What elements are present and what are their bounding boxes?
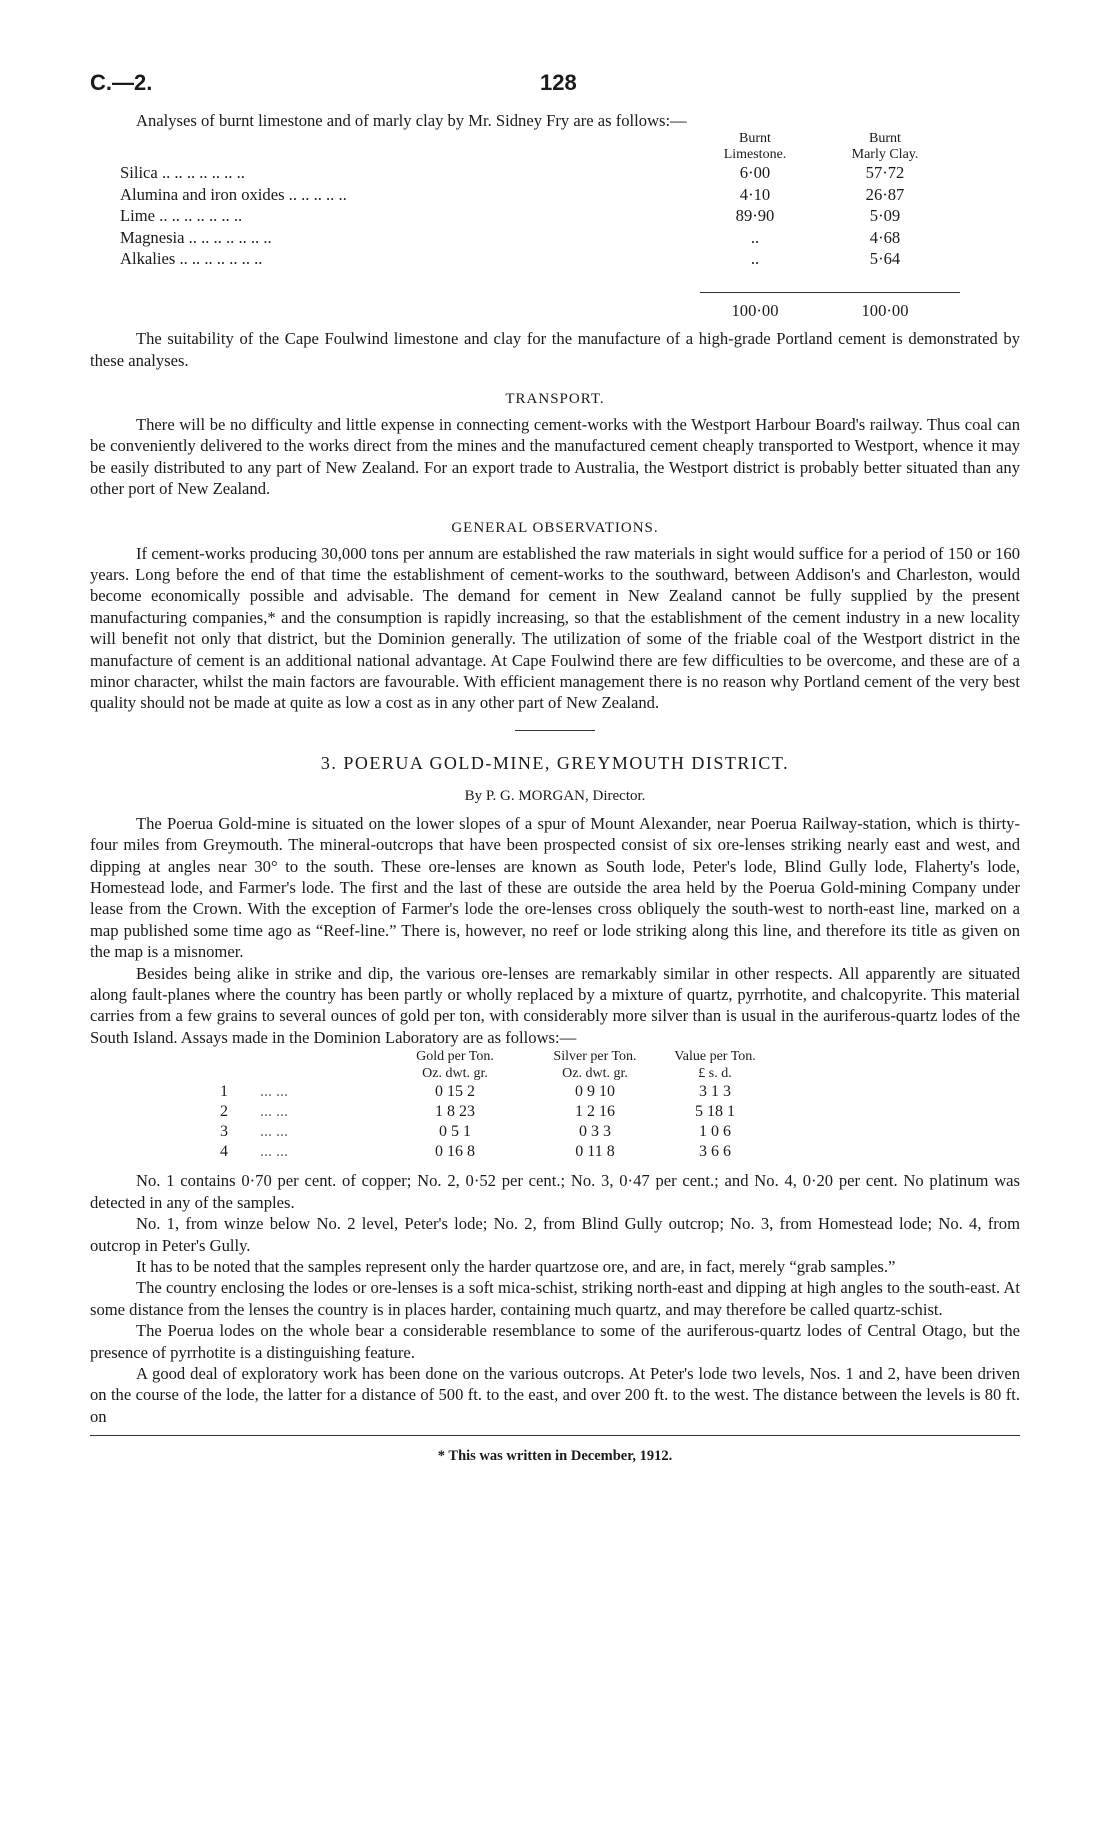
- total-row: [120, 270, 960, 292]
- general-observations-paragraph: If cement-works producing 30,000 tons per annum are established the raw materials in sight would suffice for a period of 150 or 160 years. Long before the end of that time the establishment of cement-works to the southward, between Addison's and Charleston, would become economically possible and advisable. The demand for cement in New Zealand cannot be fully supplied by the present manufacturing companies,* and the consumption is rapidly increasing, so that the establishment of the cement industry in a new locality will benefit not only that district, but the Dominion generally. The utilization of some of the friable coal of the Westport district in the manufacture of cement is an additional national advantage. At Cape Foulwind there are few difficulties to be overcome, and these are of a minor character, whilst the main factors are favourable. With efficient management there is no reason why Portland cement of the very best quality should not be made at quite as low a cost as in any other part of New Zealand.: [90, 543, 1020, 713]
- table-row: 2 ... ... 1 8 23 1 2 16 5 18 1: [220, 1103, 735, 1121]
- value-column-header: Value per Ton.: [674, 1048, 756, 1064]
- analyses-intro: Analyses of burnt limestone and of marly clay by Mr. Sidney Fry are as follows:—: [136, 111, 687, 130]
- assay-table: Gold per Ton. Silver per Ton. Value per Ton. Oz. dwt. gr. Oz. dwt. gr. £ s. d. 1 ... ... 0 15 2 0 9 10 3 1 3 2 ... ... 1 8 23 1 2 16 5 18 1 3 ... ... 0 5 1 0 3 3 1 0 6 4 ... ... 0 16 8 0 11 8 3 6 6: [220, 1048, 770, 1162]
- footnote-rule: [90, 1435, 1020, 1436]
- page-number: 128: [540, 70, 577, 95]
- total-row: [120, 292, 960, 322]
- author-byline: By P. G. MORGAN, Director.: [464, 787, 646, 804]
- paragraph: No. 1 contains 0·70 per cent. of copper; No. 2, 0·52 per cent.; No. 3, 0·47 per cent.; and No. 4, 0·20 per cent. No platinum was detected in any of the samples.: [90, 1171, 1020, 1212]
- analyses-conclusion: The suitability of the Cape Foulwind limestone and clay for the manufacture of a high-grade Portland cement is demonstrated by these analyses.: [90, 329, 1020, 370]
- paragraph: The Poerua lodes on the whole bear a considerable resemblance to some of the auriferous-quartz lodes of Central Otago, but the presence of pyrrhotite is a distinguishing feature.: [90, 1321, 1020, 1362]
- paragraph: A good deal of exploratory work has been done on the various outcrops. At Peter's lode two levels, Nos. 1 and 2, have been driven on the course of the lode, the latter for a distance of 500 ft. to the east, and over 200 ft. to the west. The distance between the levels is 80 ft. on: [90, 1363, 1020, 1426]
- transport-paragraph: There will be no difficulty and little expense in connecting cement-works with the Westport Harbour Board's railway. Thus coal can be conveniently delivered to the works direct from the mines and the manufactured cement cheaply transported to Westport, whence it may be easily distributed to any part of New Zealand. For an export trade to Australia, the Westport district is probably better situated than any other port of New Zealand.: [90, 414, 1020, 499]
- footnote: * This was written in December, 1912.: [437, 1448, 673, 1465]
- analyses-table: [120, 131, 960, 322]
- general-observations-heading: GENERAL OBSERVATIONS.: [451, 519, 659, 536]
- section-divider: [515, 730, 595, 731]
- clay-column-header: Burnt Marly Clay.: [851, 131, 919, 163]
- gold-column-header: Gold per Ton.: [416, 1048, 494, 1064]
- document-code: C.—2.: [90, 70, 153, 95]
- table-row: Alkalies .. .. .. .. .. .. .. .. 5·64: [120, 248, 901, 268]
- table-row: Silica .. .. .. .. .. .. .. 6·00 57·72: [120, 163, 905, 183]
- section-title: 3. POERUA GOLD-MINE, GREYMOUTH DISTRICT.: [320, 752, 790, 773]
- transport-heading: TRANSPORT.: [505, 390, 605, 407]
- paragraph: The country enclosing the lodes or ore-lenses is a soft mica-schist, striking north-east and dipping at high angles to the south-east. At some distance from the lenses the country is in places harder, containing much quartz, and may therefore be called quartz-schist.: [90, 1278, 1020, 1319]
- page-header: [90, 70, 1020, 110]
- paragraph: No. 1, from winze below No. 2 level, Peter's lode; No. 2, from Blind Gully outcrop; No. 3, from Homestead lode; No. 4, from outcrop in Peter's Gully.: [90, 1214, 1020, 1255]
- table-row: Alumina and iron oxides .. .. .. .. .. 4·10 26·87: [120, 184, 905, 204]
- table-row: 3 ... ... 0 5 1 0 3 3 1 0 6: [220, 1123, 731, 1141]
- paragraph: The Poerua Gold-mine is situated on the lower slopes of a spur of Mount Alexander, near Poerua Railway-station, which is thirty-four miles from Greymouth. The mineral-outcrops that have been prospected consist of six ore-lenses striking nearly east and west, and dipping at angles near 30° to the south. These ore-lenses are known as South lode, Peter's lode, Blind Gully lode, Flaherty's lode, Homestead lode, and Farmer's lode. The first and the last of these are outside the area held by the Poerua Gold-mining Company under lease from the Crown. With the exception of Farmer's lode the ore-lenses cross obliquely the south-west to north-east line, marked on a map published some time ago as “Reef-line.” There is, however, no reef or lode striking along this line, and therefore its title as given on the map is a misnomer.: [90, 813, 1020, 962]
- table-row: Magnesia .. .. .. .. .. .. .. .. 4·68: [120, 227, 901, 247]
- paragraph: It has to be noted that the samples represent only the harder quartzose ore, and are, in fact, merely “grab samples.”: [136, 1256, 896, 1276]
- document-page: [90, 70, 1020, 1465]
- limestone-column-header: Burnt Limestone.: [723, 131, 787, 163]
- paragraph: Besides being alike in strike and dip, the various ore-lenses are remarkably similar in other respects. All apparently are situated along fault-planes where the country has been partly or wholly replaced by a mixture of quartz, pyrrhotite, and chalcopyrite. This material carries from a few grains to several ounces of gold per ton, with considerably more silver than is usual in the auriferous-quartz lodes of the South Island. Assays made in the Dominion Laboratory are as follows:—: [90, 963, 1020, 1047]
- table-row: 4 ... ... 0 16 8 0 11 8 3 6 6: [220, 1143, 731, 1161]
- table-row: Lime .. .. .. .. .. .. .. 89·90 5·09: [120, 206, 901, 226]
- silver-column-header: Silver per Ton.: [553, 1048, 637, 1064]
- table-row: 1 ... ... 0 15 2 0 9 10 3 1 3: [220, 1083, 731, 1101]
- clay-total: 100·00: [810, 292, 960, 322]
- limestone-total: 100·00: [700, 292, 810, 322]
